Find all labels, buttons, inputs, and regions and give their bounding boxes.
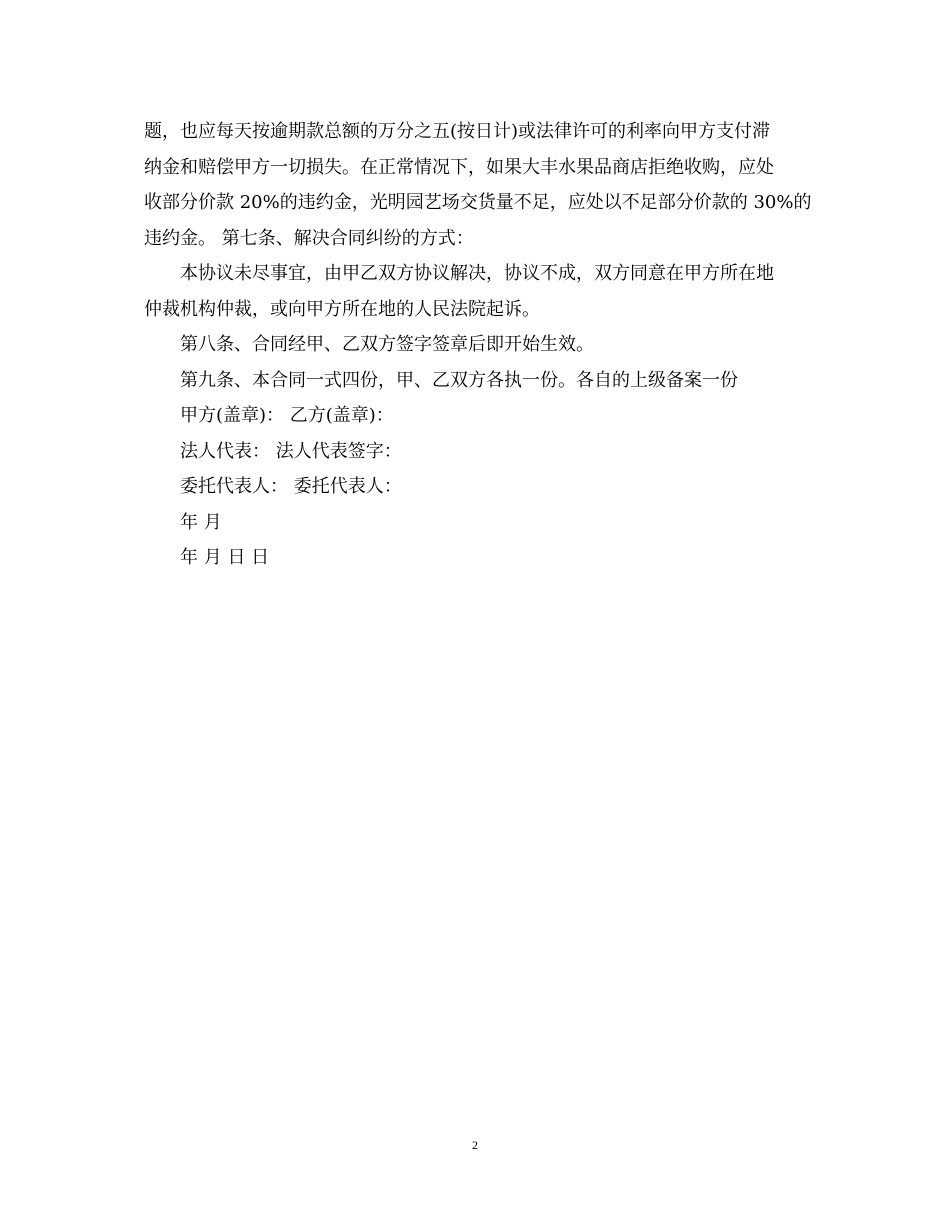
date-line-1: [144, 505, 808, 541]
text-line: 年 月: [180, 511, 222, 533]
signature-seal-line: [144, 398, 808, 434]
text-line: 法人代表： 法人代表签字：: [180, 440, 402, 462]
text-line: 收部分价款 20%的违约金，光明园艺场交货量不足，应处以不足部分价款的 30%的: [144, 192, 812, 213]
text-line: 委托代表人： 委托代表人：: [180, 476, 402, 497]
paragraph-dispute-resolution: [144, 256, 808, 327]
text-line: 纳金和赔偿甲方一切损失。在正常情况下，如果大丰水果品商店拒绝收购，应处: [144, 156, 774, 178]
document-body: [144, 114, 812, 576]
text-line: 第九条、本合同一式四份，甲、乙双方各执一份。各自的上级备案一份: [180, 369, 738, 391]
text-line: 题，也应每天按逾期款总额的万分之五(按日计)或法律许可的利率向甲方支付滞: [144, 121, 771, 142]
text-line: 违约金。 第七条、解决合同纠纷的方式：: [144, 227, 474, 249]
date-line-2: [144, 540, 808, 576]
text-line: 第八条、合同经甲、乙双方签字签章后即开始生效。: [180, 334, 594, 355]
paragraph-article-8: [144, 327, 808, 363]
signature-legal-rep-line: [144, 434, 808, 470]
text-line: 年 月 日 日: [180, 547, 270, 568]
paragraph-article-9: [144, 363, 808, 399]
paragraph-penalty-clause: [144, 114, 812, 256]
text-line: 本协议未尽事宜，由甲乙双方协议解决，协议不成，双方同意在甲方所在地: [180, 263, 774, 284]
text-line: 甲方(盖章)： 乙方(盖章)：: [180, 405, 394, 426]
text-line: 仲裁机构仲裁，或向甲方所在地的人民法院起诉。: [144, 298, 540, 320]
signature-agent-line: [144, 469, 808, 505]
page-number: 2: [472, 1138, 478, 1152]
